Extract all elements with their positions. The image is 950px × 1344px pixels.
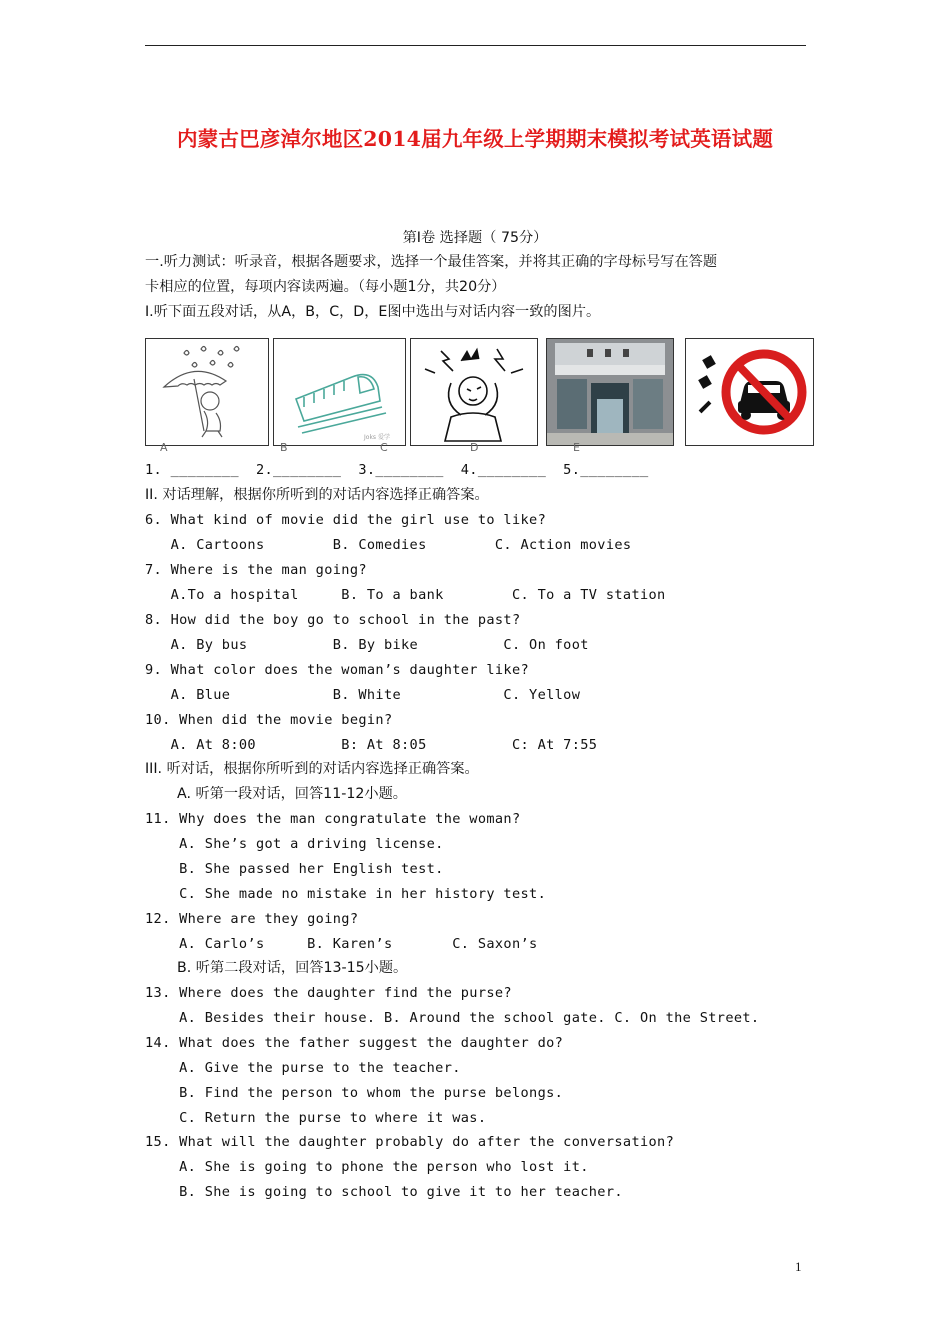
question-15-option-b: B. She is going to school to give it to her teacher. <box>145 1184 623 1200</box>
question-11-option-b: B. She passed her English test. <box>145 861 444 877</box>
question-11-option-a: A. She’s got a driving license. <box>145 836 444 852</box>
picture-b-caption: Joks 爱学 <box>364 434 390 441</box>
question-15-option-a: A. She is going to phone the person who lost it. <box>145 1159 589 1175</box>
part3-sub-b: B. 听第二段对话，回答13-15小题。 <box>177 960 408 976</box>
picture-letter-a: A <box>160 441 168 454</box>
picture-letter-c: C <box>380 441 388 454</box>
part1-intro-line1: 一.听力测试：听录音，根据各题要求，选择一个最佳答案，并将其正确的字母标号写在答题 <box>145 254 718 270</box>
picture-letter-b: B <box>280 441 288 454</box>
question-14-option-c: C. Return the purse to where it was. <box>145 1110 487 1126</box>
question-13: 13. Where does the daughter find the purse? <box>145 985 512 1001</box>
part3-sub-a: A. 听第一段对话，回答11-12小题。 <box>177 786 407 802</box>
question-15: 15. What will the daughter probably do after the conversation? <box>145 1134 675 1150</box>
part2-heading: II. 对话理解，根据你所听到的对话内容选择正确答案。 <box>145 487 489 503</box>
question-14: 14. What does the father suggest the daughter do? <box>145 1035 564 1051</box>
rain-umbrella-icon <box>146 339 268 445</box>
picture-letter-d: D <box>470 441 479 454</box>
answer-blanks: 1. ________ 2.________ 3.________ 4.________ 5.________ <box>145 462 649 478</box>
top-rule <box>145 45 806 46</box>
picture-b <box>273 338 406 446</box>
question-14-option-a: A. Give the purse to the teacher. <box>145 1060 461 1076</box>
question-8: 8. How did the boy go to school in the past? <box>145 612 521 628</box>
question-14-option-b: B. Find the person to whom the purse belongs. <box>145 1085 564 1101</box>
question-6-options: A. Cartoons B. Comedies C. Action movies <box>145 537 632 553</box>
picture-letter-e: E <box>573 441 580 454</box>
picture-d <box>546 338 674 446</box>
part1-intro-line2: 卡相应的位置，每项内容读两遍。（每小题1分，共20分） <box>145 279 506 295</box>
question-10-options: A. At 8:00 B: At 8:05 C: At 7:55 <box>145 737 598 753</box>
question-7-options: A.To a hospital B. To a bank C. To a TV station <box>145 587 666 603</box>
part3-heading: III. 听对话，根据你所听到的对话内容选择正确答案。 <box>145 761 479 777</box>
headache-noise-icon <box>411 339 537 445</box>
picture-e <box>685 338 814 446</box>
section-title: 第Ⅰ卷 选择题（ 75分） <box>402 230 548 246</box>
question-12-options: A. Carlo’s B. Karen’s C. Saxon’s <box>145 936 538 952</box>
part1-sub1-heading: I.听下面五段对话，从A，B，C，D，E图中选出与对话内容一致的图片。 <box>145 304 601 320</box>
page-number: 1 <box>795 1259 802 1274</box>
question-11-option-c: C. She made no mistake in her history test. <box>145 886 547 902</box>
question-13-options: A. Besides their house. B. Around the school gate. C. On the Street. <box>145 1010 760 1026</box>
train-icon <box>274 339 405 445</box>
document-title: 内蒙古巴彦淖尔地区2014届九年级上学期期末模拟考试英语试题 <box>176 127 774 151</box>
building-photo-icon <box>547 339 673 445</box>
question-7: 7. Where is the man going? <box>145 562 367 578</box>
question-9: 9. What color does the woman’s daughter like? <box>145 662 530 678</box>
question-8-options: A. By bus B. By bike C. On foot <box>145 637 589 653</box>
question-11: 11. Why does the man congratulate the woman? <box>145 811 521 827</box>
picture-c <box>410 338 538 446</box>
question-6: 6. What kind of movie did the girl use to like? <box>145 512 547 528</box>
question-9-options: A. Blue B. White C. Yellow <box>145 687 581 703</box>
picture-a <box>145 338 269 446</box>
question-10: 10. When did the movie begin? <box>145 712 393 728</box>
question-12: 12. Where are they going? <box>145 911 359 927</box>
no-parking-car-icon <box>686 339 813 445</box>
